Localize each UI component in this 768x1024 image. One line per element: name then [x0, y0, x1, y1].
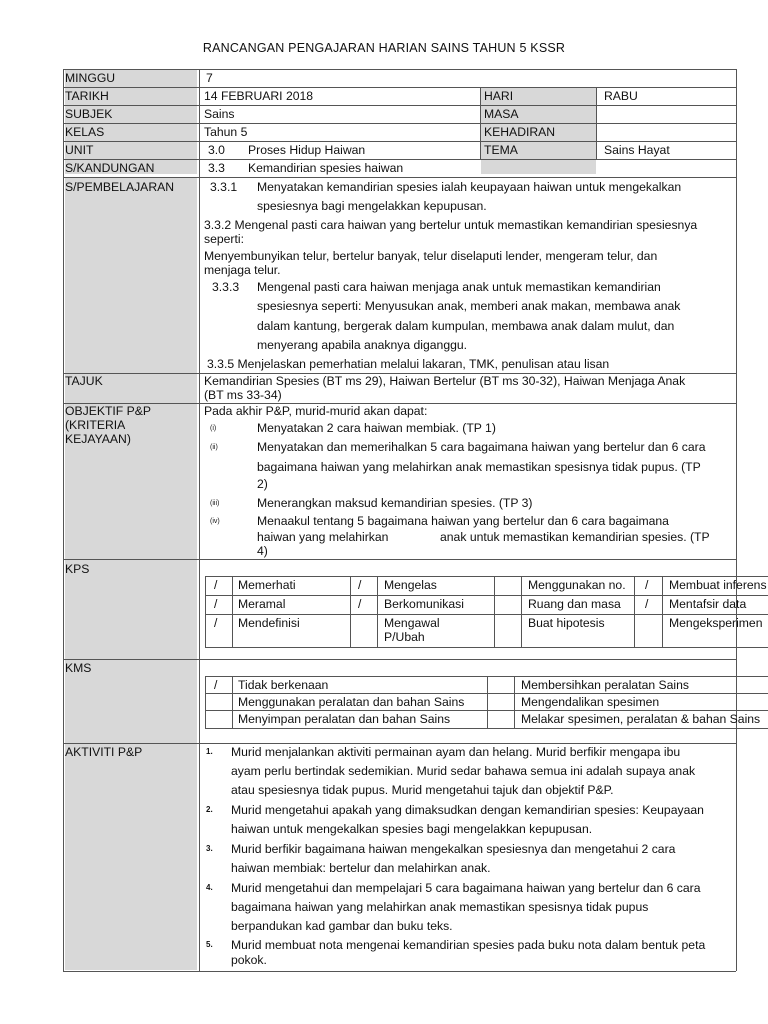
objektif-i-marker: (i) [210, 425, 217, 432]
hari-label: HARI [484, 89, 514, 103]
objektif-iii-marker: (iii) [210, 500, 220, 507]
kandungan-number: 3.3 [208, 161, 225, 175]
aktiviti-2-line2: haiwan untuk mengekalkan spesies bagi mengelakkan kepupusan. [231, 822, 593, 836]
kms-mengendalikan-spesimen: Mengendalikan spesimen [521, 695, 660, 709]
kps-mengeksperimen: Mengeksperimen [669, 616, 763, 630]
kps-r2-mark2: / [358, 597, 362, 611]
objektif-label-2: (KRITERIA [65, 418, 126, 432]
kps-meramal: Meramal [238, 597, 286, 611]
s335-line: 3.3.5 Menjelaskan pemerhatian melalui lakaran, TMK, penulisan atau lisan [207, 357, 610, 371]
aktiviti-3-line2: haiwan membiak: bertelur dan melahirkan anak. [231, 861, 491, 875]
kps-p-ubah: P/Ubah [384, 630, 425, 644]
kps-buat-hipotesis: Buat hipotesis [528, 616, 605, 630]
objektif-iv-line1: Menaakul tentang 5 bagaimana haiwan yang bertelur dan 6 cara bagaimana [257, 514, 669, 528]
aktiviti-number-5: 5. [206, 940, 213, 949]
s333-line1: Mengenal pasti cara haiwan menjaga anak untuk memastikan kemandirian [257, 280, 661, 294]
masa-label: MASA [484, 107, 519, 121]
kps-memerhati: Memerhati [238, 578, 296, 592]
objektif-intro: Pada akhir P&P, murid-murid akan dapat: [204, 404, 428, 418]
kms-membersihkan-peralatan: Membersihkan peralatan Sains [521, 678, 690, 692]
s333-line4: menyerang apabila anaknya diganggu. [257, 338, 468, 352]
s332-line1: 3.3.2 Mengenal pasti cara haiwan yang bertelur untuk memastikan kemandirian spesiesnya [204, 218, 698, 232]
tarikh-label: TARIKH [65, 89, 109, 103]
objektif-iv-line2b: anak untuk memastikan kemandirian spesies. (TP [440, 530, 710, 544]
hari-value: RABU [604, 89, 638, 103]
kps-r2-mark4: / [645, 597, 649, 611]
aktiviti-5-line2: pokok. [231, 953, 267, 967]
aktiviti-number-2: 2. [206, 805, 213, 814]
aktiviti-number-1: 1. [206, 747, 213, 756]
aktiviti-1-line3: atau spesiesnya tidak pupus. Murid mengetahui tajuk dan objektif P&P. [231, 783, 614, 797]
aktiviti-4-line3: berpandukan kad gambar dan buku teks. [231, 919, 453, 933]
kms-menggunakan-peralatan: Menggunakan peralatan dan bahan Sains [238, 695, 465, 709]
aktiviti-2-line1: Murid mengetahui apakah yang dimaksudkan dengan kemandirian spesies: Keupayaan [231, 803, 704, 817]
kms-r1-mark: / [214, 678, 218, 692]
s331-line1: Menyatakan kemandirian spesies ialah keupayaan haiwan untuk mengekalkan [257, 180, 682, 194]
subjek-label: SUBJEK [65, 107, 113, 121]
kps-r1-mark2: / [358, 578, 362, 592]
aktiviti-1-line2: ayam perlu bertindak sedemikian. Murid sedar bahawa semua ini adalah supaya anak [231, 764, 696, 778]
tajuk-label: TAJUK [65, 374, 103, 388]
objektif-iv-line3: 4) [257, 544, 268, 558]
unit-value: Proses Hidup Haiwan [248, 143, 366, 157]
aktiviti-5-line1: Murid membuat nota mengenai kemandirian spesies pada buku nota dalam bentuk peta [231, 938, 706, 952]
kps-mendefinisi: Mendefinisi [238, 616, 300, 630]
objektif-ii-marker: (ii) [210, 444, 218, 451]
s333-number: 3.3.3 [212, 280, 240, 294]
kps-r1-mark1: / [214, 578, 218, 592]
aktiviti-4-line1: Murid mengetahui dan mempelajari 5 cara bagaimana haiwan yang bertelur dan 6 cara [231, 881, 701, 895]
s333-line2: spesiesnya seperti: Menyusukan anak, memberi anak makan, membawa anak [257, 299, 681, 313]
kandungan-label: S/KANDUNGAN [65, 161, 155, 175]
objektif-iii: Menerangkan maksud kemandirian spesies. (TP 3) [257, 496, 533, 510]
document-title: RANCANGAN PENGAJARAN HARIAN SAINS TAHUN 5 KSSR [202, 41, 566, 55]
aktiviti-label: AKTIVITI P&P [65, 745, 143, 759]
s331-line2: spesiesnya bagi mengelakkan kepupusan. [257, 199, 487, 213]
kps-ruang-dan-masa: Ruang dan masa [528, 597, 621, 611]
kelas-label: KELAS [65, 125, 105, 139]
minggu-value: 7 [206, 71, 213, 85]
tarikh-value: 14 FEBRUARI 2018 [204, 89, 314, 103]
kps-mentafsir-data: Mentafsir data [669, 597, 747, 611]
s332-line2: seperti: [204, 232, 244, 246]
kps-r3-mark1: / [214, 616, 218, 630]
tajuk-line1: Kemandirian Spesies (BT ms 29), Haiwan Bertelur (BT ms 30-32), Haiwan Menjaga Anak [204, 374, 686, 388]
kelas-value: Tahun 5 [204, 125, 248, 139]
kps-mengelas: Mengelas [384, 578, 437, 592]
kms-tidak-berkenaan: Tidak berkenaan [238, 678, 329, 692]
objektif-ii-line3: 2) [257, 477, 268, 491]
unit-label: UNIT [65, 143, 94, 157]
objektif-label-1: OBJEKTIF P&P [65, 404, 152, 418]
objektif-iv-marker: (iv) [210, 518, 220, 525]
objektif-iv-line2a: haiwan yang melahirkan [257, 530, 389, 544]
tema-value: Sains Hayat [604, 143, 670, 157]
tema-label: TEMA [484, 143, 518, 157]
objektif-i: Menyatakan 2 cara haiwan membiak. (TP 1) [257, 421, 496, 435]
kms-melakar-spesimen: Melakar spesimen, peralatan & bahan Sains [521, 712, 761, 726]
aktiviti-3-line1: Murid berfikir bagaimana haiwan mengekalkan spesiesnya dan mengetahui 2 cara [231, 842, 676, 856]
kps-berkomunikasi: Berkomunikasi [384, 597, 464, 611]
kehadiran-label: KEHADIRAN [484, 125, 556, 139]
pembelajaran-label: S/PEMBELAJARAN [65, 180, 175, 194]
kms-menyimpan-peralatan: Menyimpan peralatan dan bahan Sains [238, 712, 451, 726]
s331-number: 3.3.1 [210, 180, 238, 194]
kandungan-value: Kemandirian spesies haiwan [248, 161, 404, 175]
minggu-label: MINGGU [65, 71, 116, 85]
tajuk-line2: (BT ms 33-34) [204, 388, 282, 402]
objektif-ii-line1: Menyatakan dan memerihalkan 5 cara bagaimana haiwan yang bertelur dan 6 cara [257, 440, 706, 454]
aktiviti-4-line2: bagaimana haiwan yang melahirkan anak memastikan spesisnya tidak pupus [231, 900, 649, 914]
kps-r2-mark1: / [214, 597, 218, 611]
aktiviti-1-line1: Murid menjalankan aktiviti permainan ayam dan helang. Murid berfikir mengapa ibu [231, 745, 681, 759]
aktiviti-number-4: 4. [206, 883, 213, 892]
kps-menggunakan-no: Menggunakan no. [528, 578, 626, 592]
kps-r1-mark4: / [645, 578, 649, 592]
s332-line4: menjaga telur. [204, 263, 281, 277]
kps-mengawal: Mengawal [384, 616, 440, 630]
aktiviti-number-3: 3. [206, 844, 213, 853]
s332-line3: Menyembunyikan telur, bertelur banyak, telur diselaputi lender, mengeram telur, dan [204, 249, 658, 263]
subjek-value: Sains [204, 107, 235, 121]
unit-number: 3.0 [208, 143, 225, 157]
kps-label: KPS [65, 562, 90, 576]
kms-label: KMS [65, 661, 92, 675]
kps-membuat-inferens: Membuat inferens [669, 578, 767, 592]
s333-line3: dalam kantung, bergerak dalam kumpulan, membawa anak dalam mulut, dan [257, 319, 675, 333]
objektif-label-3: KEJAYAAN) [65, 432, 131, 446]
objektif-ii-line2: bagaimana haiwan yang melahirkan anak memastikan spesisnya tidak pupus. (TP [257, 460, 701, 474]
